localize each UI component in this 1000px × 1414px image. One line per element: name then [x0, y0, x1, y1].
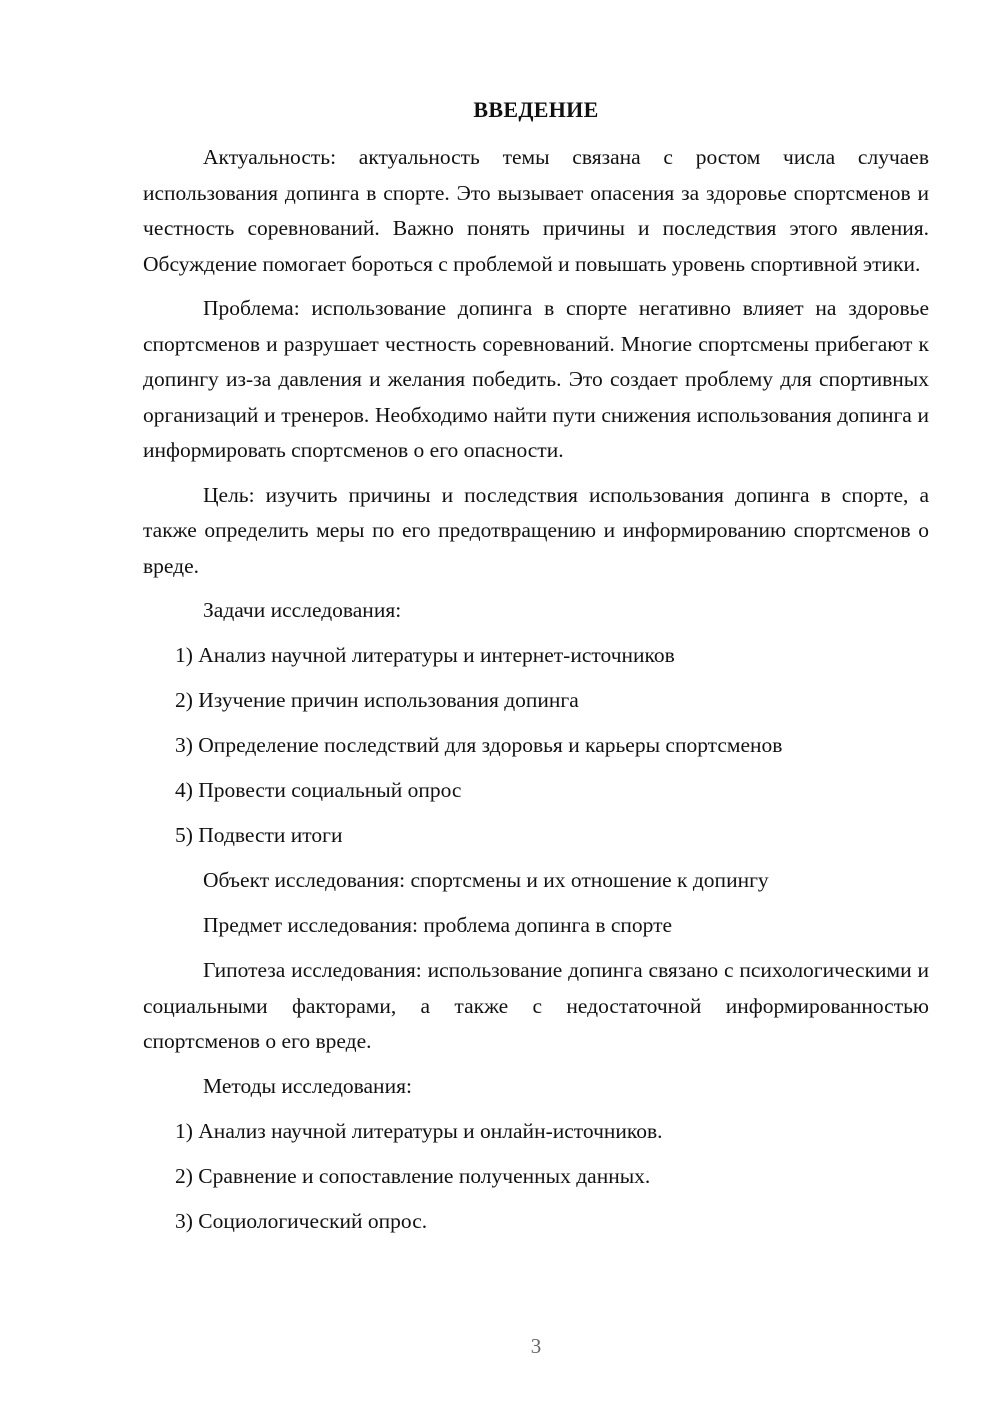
research-subject: Предмет исследования: проблема допинга в спорте: [203, 913, 673, 937]
tasks-list: [143, 638, 929, 854]
method-item: 1) Анализ научной литературы и онлайн-источников.: [175, 1118, 663, 1143]
relevance-paragraph: Актуальность: актуальность темы связана с ростом числа случаев использования допинга в спорте. Это вызывает опасения за здоровье спортсменов и честность соревнований. Важно понять причины и последствия этого явления. Обсуждение помогает бороться с проблемой и повышать уровень спортивной этики.: [143, 145, 929, 276]
goal-paragraph: Цель: изучить причины и последствия использования допинга в спорте, а также определить меры по его предотвращению и информированию спортсменов о вреде.: [143, 482, 929, 578]
task-item: 3) Определение последствий для здоровья и карьеры спортсменов: [175, 733, 783, 757]
page-number: 3: [530, 1334, 542, 1358]
task-item: 2) Изучение причин использования допинга: [175, 688, 579, 712]
methods-heading: Методы исследования:: [203, 1073, 412, 1098]
section-title: ВВЕДЕНИЕ: [473, 97, 599, 122]
tasks-heading: Задачи исследования:: [203, 598, 402, 622]
method-item: 3) Социологический опрос.: [175, 1208, 428, 1233]
task-item: 5) Подвести итоги: [175, 823, 343, 847]
document-page: [143, 95, 929, 1249]
method-item: 2) Сравнение и сопоставление полученных данных.: [175, 1163, 651, 1188]
research-object: Объект исследования: спортсмены и их отношение к допингу: [203, 868, 769, 892]
problem-paragraph: Проблема: использование допинга в спорте негативно влияет на здоровье спортсменов и разрушает честность соревнований. Многие спортсмены прибегают к допингу из-за давления и желания победить. Это создает проблему для спортивных организаций и тренеров. Необходимо найти пути снижения использования допинга и информировать спортсменов о его опасности.: [143, 296, 929, 462]
task-item: 4) Провести социальный опрос: [175, 778, 462, 802]
hypothesis-paragraph: Гипотеза исследования: использование допинга связано с психологическими и социальными факторами, а также с недостаточной информированностью спортсменов о его вреде.: [143, 958, 929, 1053]
methods-list: [143, 1114, 929, 1240]
task-item: 1) Анализ научной литературы и интернет-источников: [175, 643, 675, 667]
